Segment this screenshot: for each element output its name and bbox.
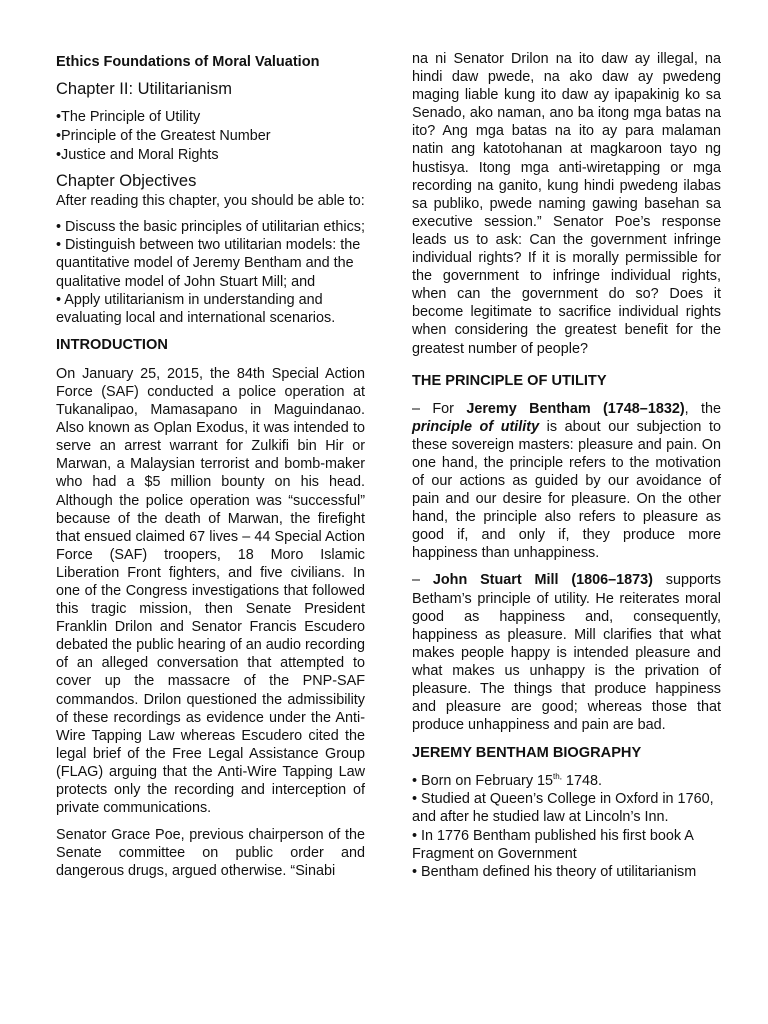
- born-superscript: th,: [553, 772, 562, 782]
- introduction-paragraph-1: On January 25, 2015, the 84th Special Action Force (SAF) conducted a police operation at Tukanalipao, Mamasapano in Maguindanao. Also known as Oplan Exodus, it was intended to serve an arrest warrant for Zulkifi bin Hir or Marwan, a Malaysian terrorist and bomb-maker who had a $5 million bounty on his head. Although the police operation was “successful” because of the death of Marwan, the firefight that ensued claimed 67 lives – 44 Special Action Force (SAF) troopers, 18 Moro Islamic Liberation Front fighters, and five civilians. In one of the Congress investigations that followed this tragic mission, then Senate President Franklin Drilon and Senator Francis Escudero debated the public hearing of an audio recording of an alleged conversation that attempted to cover up the massacre of the PNP-SAF commandos. Drilon questioned the admissibility of these recordings as evidence under the Anti-Wire Tapping Law whereas Escudero cited the legal brief of the Free Legal Assistance Group (FLAG) arguing that the Anti-Wire Tapping Law protects only the recording and interception of private communications.: [56, 365, 365, 817]
- mill-name: John Stuart Mill (1806–1873): [432, 572, 653, 589]
- bentham-paragraph: [412, 400, 721, 563]
- biography-item: • Bentham defined his theory of utilitarianism: [412, 863, 697, 880]
- topic-item: •Justice and Moral Rights: [56, 146, 219, 163]
- introduction-heading: INTRODUCTION: [56, 336, 168, 353]
- mill-paragraph: [412, 571, 721, 734]
- text-run: is about our subjection to these sovereign masters: pleasure and pain. On one hand, the principle refers to the motivation of our actions as guided by our avoidance of pain and our desire for pleasure. On the other hand, the principle also refers to pleasure as good if, and only if, they produce more happiness than unhappiness.: [412, 418, 721, 562]
- objectives-list: [56, 218, 365, 327]
- topic-item: •The Principle of Utility: [56, 109, 201, 126]
- chapter-title: Chapter II: Utilitarianism: [56, 80, 233, 99]
- introduction-paragraph-2: Senator Grace Poe, previous chairperson of the Senate committee on public order and dangerous drugs, argued otherwise. “Sinabi: [56, 827, 365, 880]
- dash-prefix: – For: [412, 400, 467, 417]
- born-year: 1748.: [561, 773, 602, 790]
- right-column: [412, 50, 721, 881]
- continuation-paragraph: na ni Senator Drilon na ito daw ay illegal, na hindi daw pwede, na ako daw ay pwedeng maging liable kung ito daw ay ipapakinig ko sa Senado, ako naman, ano ba itong mga batas na ito? Ang mga batas na ito ay para malaman natin ang katotohanan at magkaroon tayo ng hustisya. Itong mga anti-wiretapping or mga recording na ganito, kung hindi pwedeng ilabas sa publiko, pwede naming gawing basehan sa executive session.” Senator Poe’s response leads us to ask: Can the government infringe individual rights? If it is morally permissible for the government to infringe individual rights, when can the government do so? Does it become legitimate to sacrifice individual rights when considering the greatest benefit for the greatest number of people?: [412, 51, 721, 357]
- objectives-heading: Chapter Objectives: [56, 172, 197, 191]
- document-title: Ethics Foundations of Moral Valuation: [56, 54, 320, 70]
- biography-item: [412, 772, 721, 790]
- dash-prefix: –: [412, 572, 433, 589]
- topic-item: •Principle of the Greatest Number: [56, 127, 271, 144]
- born-text: • Born on February 15: [412, 773, 554, 790]
- objective-item: • Apply utilitarianism in understanding and evaluating local and international scenarios.: [56, 291, 336, 326]
- text-run: , the: [684, 400, 721, 417]
- biography-item: • In 1776 Bentham published his first book A Fragment on Government: [412, 827, 694, 862]
- principle-of-utility-term: principle of utility: [412, 418, 540, 435]
- left-column: [56, 50, 365, 880]
- bentham-name: Jeremy Bentham (1748–1832): [466, 400, 685, 417]
- objective-item: • Distinguish between two utilitarian models: the quantitative model of Jeremy Bentham and the qualitative model of John Stuart Mill; and: [56, 237, 361, 290]
- biography-item: • Studied at Queen’s College in Oxford in 1760, and after he studied law at Lincoln’s Inn.: [412, 791, 714, 826]
- principle-of-utility-heading: THE PRINCIPLE OF UTILITY: [412, 372, 607, 389]
- objective-item: • Discuss the basic principles of utilitarian ethics;: [56, 219, 365, 236]
- text-run: supports Betham’s principle of utility. He reiterates moral good as happiness and, consequently, happiness as pleasure. Mill clarifies that what makes people happy is intended pleasure and what makes us unhappy is the privation of pleasure. The things that produce happiness and pleasure are good; whereas those that produce unhappiness and pain are bad.: [412, 572, 721, 734]
- biography-list: [412, 772, 721, 881]
- chapter-topics: [56, 108, 365, 164]
- biography-heading: JEREMY BENTHAM BIOGRAPHY: [412, 745, 642, 762]
- objectives-intro: After reading this chapter, you should be able to:: [56, 193, 365, 210]
